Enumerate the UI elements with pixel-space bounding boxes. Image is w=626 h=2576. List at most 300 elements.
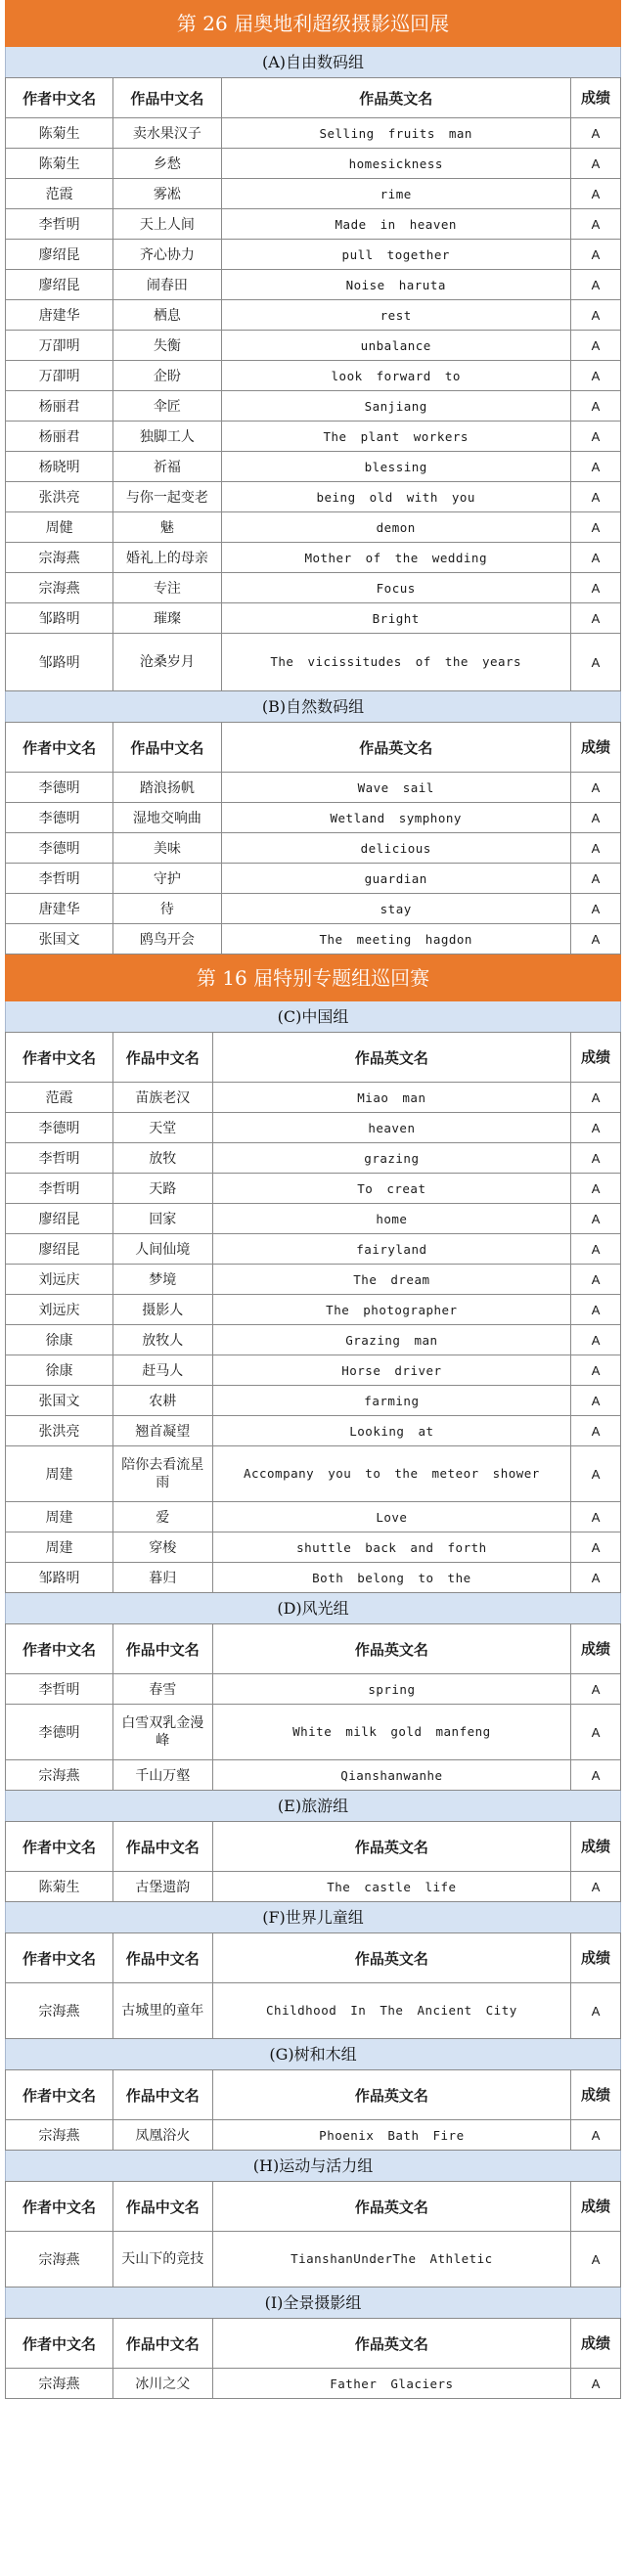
work-cn-cell: 摄影人 — [112, 1295, 212, 1325]
author-cell: 周建 — [6, 1532, 113, 1563]
table-row — [6, 331, 621, 361]
work-cn-cell: 企盼 — [113, 361, 221, 391]
results-table — [5, 1623, 621, 1791]
table-row — [6, 573, 621, 603]
result-cell: A — [570, 634, 620, 691]
work-en-cell: The meeting hagdon — [221, 924, 570, 955]
author-cell: 张国文 — [6, 1386, 113, 1416]
work-cn-cell: 古城里的童年 — [112, 1983, 212, 2039]
author-cell: 廖绍昆 — [6, 270, 113, 300]
result-cell: A — [571, 1174, 621, 1204]
group-title: (B)自然数码组 — [5, 691, 621, 722]
results-table — [5, 77, 621, 691]
author-cell: 李哲明 — [6, 1143, 113, 1174]
result-cell: A — [571, 1416, 621, 1446]
work-cn-cell: 古堡遗韵 — [112, 1872, 212, 1902]
author-cell: 宗海燕 — [6, 543, 113, 573]
result-cell: A — [571, 1532, 621, 1563]
group-title: (A)自由数码组 — [5, 47, 621, 77]
result-cell: A — [570, 422, 620, 452]
author-cell: 刘远庆 — [6, 1295, 113, 1325]
table-row — [6, 118, 621, 149]
author-cell: 杨晓明 — [6, 452, 113, 482]
table-row — [6, 1502, 621, 1532]
header-row — [6, 1624, 621, 1674]
author-cell: 廖绍昆 — [6, 1204, 113, 1234]
work-cn-cell: 守护 — [113, 864, 221, 894]
work-en-cell: blessing — [221, 452, 570, 482]
work-en-cell: Accompany you to the meteor shower — [212, 1446, 570, 1502]
result-header: 成绩 — [571, 2070, 621, 2120]
work-cn-cell: 梦境 — [112, 1265, 212, 1295]
work-cn-cell: 回家 — [112, 1204, 212, 1234]
author-cell: 徐康 — [6, 1325, 113, 1355]
table-row — [6, 422, 621, 452]
work-cn-cell: 祈福 — [113, 452, 221, 482]
result-cell: A — [571, 1355, 621, 1386]
table-row — [6, 1083, 621, 1113]
table-row — [6, 270, 621, 300]
work-en-cell: grazing — [212, 1143, 570, 1174]
result-cell: A — [570, 482, 620, 512]
work-en-cell: Childhood In The Ancient City — [212, 1983, 570, 2039]
result-cell: A — [570, 209, 620, 240]
author-header: 作者中文名 — [6, 1033, 113, 1083]
table-row — [6, 1532, 621, 1563]
header-row — [6, 723, 621, 773]
work-cn-cell: 湿地交响曲 — [113, 803, 221, 833]
result-cell: A — [570, 833, 620, 864]
result-cell: A — [570, 543, 620, 573]
author-cell: 刘远庆 — [6, 1265, 113, 1295]
table-row — [6, 1204, 621, 1234]
table-row — [6, 1983, 621, 2039]
work-en-cell: TianshanUnderThe Athletic — [212, 2232, 570, 2287]
result-cell: A — [570, 573, 620, 603]
work-cn-header: 作品中文名 — [112, 2070, 212, 2120]
author-cell: 唐建华 — [6, 894, 113, 924]
work-en-header: 作品英文名 — [212, 2182, 570, 2232]
result-cell: A — [571, 1265, 621, 1295]
author-cell: 陈菊生 — [6, 149, 113, 179]
table-row — [6, 2232, 621, 2287]
result-cell: A — [571, 1234, 621, 1265]
work-en-cell: Father Glaciers — [212, 2369, 570, 2399]
table-row — [6, 2120, 621, 2151]
group-title: (E)旅游组 — [5, 1791, 621, 1821]
header-row — [6, 1033, 621, 1083]
result-cell: A — [571, 1674, 621, 1705]
work-cn-cell: 凤凰浴火 — [112, 2120, 212, 2151]
result-cell: A — [571, 1143, 621, 1174]
work-en-cell: The castle life — [212, 1872, 570, 1902]
work-en-cell: The plant workers — [221, 422, 570, 452]
author-cell: 宗海燕 — [6, 2120, 113, 2151]
work-en-cell: pull together — [221, 240, 570, 270]
exhibition-title: 第 26 届奥地利超级摄影巡回展 — [5, 0, 621, 47]
work-cn-cell: 伞匠 — [113, 391, 221, 422]
result-cell: A — [571, 2369, 621, 2399]
table-row — [6, 452, 621, 482]
table-row — [6, 833, 621, 864]
author-cell: 宗海燕 — [6, 2369, 113, 2399]
table-row — [6, 1174, 621, 1204]
work-cn-cell: 闹春田 — [113, 270, 221, 300]
work-cn-cell: 爱 — [112, 1502, 212, 1532]
work-cn-cell: 与你一起变老 — [113, 482, 221, 512]
table-row — [6, 924, 621, 955]
result-cell: A — [571, 1386, 621, 1416]
work-en-cell: unbalance — [221, 331, 570, 361]
author-cell: 李德明 — [6, 1705, 113, 1760]
work-en-cell: fairyland — [212, 1234, 570, 1265]
author-cell: 李德明 — [6, 833, 113, 864]
work-en-cell: Qianshanwanhe — [212, 1760, 570, 1791]
table-row — [6, 1872, 621, 1902]
work-en-cell: Grazing man — [212, 1325, 570, 1355]
work-cn-cell: 卖水果汉子 — [113, 118, 221, 149]
result-cell: A — [571, 1760, 621, 1791]
result-cell: A — [570, 603, 620, 634]
work-en-header: 作品英文名 — [212, 1822, 570, 1872]
results-table — [5, 1821, 621, 1902]
result-cell: A — [570, 240, 620, 270]
author-cell: 邹路明 — [6, 1563, 113, 1593]
work-cn-header: 作品中文名 — [112, 2182, 212, 2232]
work-en-header: 作品英文名 — [212, 1933, 570, 1983]
work-cn-cell: 千山万壑 — [112, 1760, 212, 1791]
result-cell: A — [570, 452, 620, 482]
work-cn-cell: 天上人间 — [113, 209, 221, 240]
work-cn-cell: 暮归 — [112, 1563, 212, 1593]
work-en-cell: Horse driver — [212, 1355, 570, 1386]
work-cn-cell: 专注 — [113, 573, 221, 603]
table-row — [6, 1416, 621, 1446]
results-table — [5, 2181, 621, 2287]
author-cell: 张洪亮 — [6, 1416, 113, 1446]
work-cn-header: 作品中文名 — [112, 1033, 212, 1083]
table-row — [6, 894, 621, 924]
work-en-cell: stay — [221, 894, 570, 924]
table-row — [6, 149, 621, 179]
result-cell: A — [571, 1872, 621, 1902]
result-cell: A — [570, 803, 620, 833]
author-cell: 陈菊生 — [6, 1872, 113, 1902]
author-header: 作者中文名 — [6, 1933, 113, 1983]
work-en-cell: Looking at — [212, 1416, 570, 1446]
result-cell: A — [570, 773, 620, 803]
author-header: 作者中文名 — [6, 1624, 113, 1674]
header-row — [6, 2070, 621, 2120]
work-en-cell: delicious — [221, 833, 570, 864]
author-cell: 范霞 — [6, 179, 113, 209]
work-en-cell: Bright — [221, 603, 570, 634]
author-cell: 李德明 — [6, 1113, 113, 1143]
table-row — [6, 361, 621, 391]
author-cell: 唐建华 — [6, 300, 113, 331]
author-cell: 万卲明 — [6, 331, 113, 361]
author-cell: 宗海燕 — [6, 573, 113, 603]
group-title: (C)中国组 — [5, 1001, 621, 1032]
table-row — [6, 179, 621, 209]
work-cn-cell: 翘首凝望 — [112, 1416, 212, 1446]
author-cell: 周建 — [6, 1502, 113, 1532]
result-cell: A — [570, 924, 620, 955]
result-cell: A — [570, 391, 620, 422]
author-cell: 廖绍昆 — [6, 240, 113, 270]
group-title: (G)树和木组 — [5, 2039, 621, 2069]
work-en-cell: heaven — [212, 1113, 570, 1143]
results-table — [5, 2069, 621, 2151]
author-cell: 邹路明 — [6, 603, 113, 634]
result-cell: A — [570, 864, 620, 894]
author-header: 作者中文名 — [6, 2070, 113, 2120]
work-en-header: 作品英文名 — [221, 78, 570, 118]
work-cn-cell: 齐心协力 — [113, 240, 221, 270]
result-cell: A — [571, 1113, 621, 1143]
work-en-cell: Phoenix Bath Fire — [212, 2120, 570, 2151]
work-cn-cell: 春雪 — [112, 1674, 212, 1705]
author-cell: 李哲明 — [6, 1174, 113, 1204]
work-en-cell: Miao man — [212, 1083, 570, 1113]
table-row — [6, 1355, 621, 1386]
table-row — [6, 1563, 621, 1593]
author-cell: 宗海燕 — [6, 2232, 113, 2287]
work-en-header: 作品英文名 — [221, 723, 570, 773]
author-cell: 张洪亮 — [6, 482, 113, 512]
author-cell: 宗海燕 — [6, 1760, 113, 1791]
work-cn-cell: 踏浪扬帆 — [113, 773, 221, 803]
result-header: 成绩 — [571, 1822, 621, 1872]
author-cell: 李哲明 — [6, 209, 113, 240]
work-en-cell: rime — [221, 179, 570, 209]
work-cn-cell: 苗族老汉 — [112, 1083, 212, 1113]
author-cell: 邹路明 — [6, 634, 113, 691]
work-en-cell: The photographer — [212, 1295, 570, 1325]
work-cn-header: 作品中文名 — [113, 723, 221, 773]
result-cell: A — [571, 1204, 621, 1234]
result-header: 成绩 — [571, 1933, 621, 1983]
table-row — [6, 1386, 621, 1416]
result-header: 成绩 — [570, 78, 620, 118]
table-row — [6, 1705, 621, 1760]
work-cn-cell: 失衡 — [113, 331, 221, 361]
work-en-header: 作品英文名 — [212, 2070, 570, 2120]
work-cn-header: 作品中文名 — [112, 2319, 212, 2369]
work-en-cell: look forward to — [221, 361, 570, 391]
work-cn-cell: 乡愁 — [113, 149, 221, 179]
author-header: 作者中文名 — [6, 78, 113, 118]
table-row — [6, 864, 621, 894]
author-cell: 万卲明 — [6, 361, 113, 391]
work-cn-cell: 农耕 — [112, 1386, 212, 1416]
result-cell: A — [570, 361, 620, 391]
author-cell: 张国文 — [6, 924, 113, 955]
table-row — [6, 1446, 621, 1502]
work-en-cell: Focus — [221, 573, 570, 603]
work-en-cell: To creat — [212, 1174, 570, 1204]
author-cell: 李德明 — [6, 773, 113, 803]
work-en-cell: Wetland symphony — [221, 803, 570, 833]
work-cn-cell: 天堂 — [112, 1113, 212, 1143]
work-cn-header: 作品中文名 — [112, 1624, 212, 1674]
work-cn-cell: 天路 — [112, 1174, 212, 1204]
author-cell: 周建 — [6, 1446, 113, 1502]
table-row — [6, 1325, 621, 1355]
work-en-cell: farming — [212, 1386, 570, 1416]
result-cell: A — [571, 1502, 621, 1532]
work-cn-cell: 冰川之父 — [112, 2369, 212, 2399]
work-en-cell: Noise haruta — [221, 270, 570, 300]
result-cell: A — [571, 1295, 621, 1325]
author-header: 作者中文名 — [6, 723, 113, 773]
result-header: 成绩 — [570, 723, 620, 773]
work-cn-header: 作品中文名 — [113, 78, 221, 118]
work-cn-header: 作品中文名 — [112, 1822, 212, 1872]
table-row — [6, 240, 621, 270]
work-cn-cell: 璀璨 — [113, 603, 221, 634]
work-en-cell: demon — [221, 512, 570, 543]
work-cn-cell: 美味 — [113, 833, 221, 864]
table-row — [6, 603, 621, 634]
result-cell: A — [570, 149, 620, 179]
group-title: (H)运动与活力组 — [5, 2151, 621, 2181]
work-cn-cell: 待 — [113, 894, 221, 924]
work-en-cell: Made in heaven — [221, 209, 570, 240]
table-row — [6, 1295, 621, 1325]
result-cell: A — [570, 270, 620, 300]
result-cell: A — [570, 512, 620, 543]
result-header: 成绩 — [571, 2319, 621, 2369]
author-cell: 杨丽君 — [6, 391, 113, 422]
author-header: 作者中文名 — [6, 1822, 113, 1872]
header-row — [6, 2182, 621, 2232]
work-en-header: 作品英文名 — [212, 1624, 570, 1674]
table-row — [6, 1674, 621, 1705]
group-title: (F)世界儿童组 — [5, 1902, 621, 1932]
work-en-cell: The dream — [212, 1265, 570, 1295]
author-cell: 范霞 — [6, 1083, 113, 1113]
author-cell: 李哲明 — [6, 864, 113, 894]
work-cn-cell: 魅 — [113, 512, 221, 543]
author-cell: 宗海燕 — [6, 1983, 113, 2039]
result-cell: A — [571, 1705, 621, 1760]
result-header: 成绩 — [571, 1033, 621, 1083]
work-cn-cell: 人间仙境 — [112, 1234, 212, 1265]
author-cell: 廖绍昆 — [6, 1234, 113, 1265]
table-row — [6, 803, 621, 833]
header-row — [6, 2319, 621, 2369]
author-cell: 李德明 — [6, 803, 113, 833]
work-cn-header: 作品中文名 — [112, 1933, 212, 1983]
table-row — [6, 512, 621, 543]
work-en-header: 作品英文名 — [212, 2319, 570, 2369]
work-en-cell: Love — [212, 1502, 570, 1532]
table-row — [6, 391, 621, 422]
table-row — [6, 482, 621, 512]
result-header: 成绩 — [571, 1624, 621, 1674]
result-cell: A — [570, 331, 620, 361]
table-row — [6, 543, 621, 573]
work-cn-cell: 雾凇 — [113, 179, 221, 209]
results-table — [5, 722, 621, 955]
table-row — [6, 1113, 621, 1143]
work-en-cell: Both belong to the — [212, 1563, 570, 1593]
results-document — [5, 0, 621, 2399]
group-title: (I)全景摄影组 — [5, 2287, 621, 2318]
group-title: (D)风光组 — [5, 1593, 621, 1623]
work-cn-cell: 陪你去看流星雨 — [112, 1446, 212, 1502]
work-cn-cell: 天山下的竞技 — [112, 2232, 212, 2287]
table-row — [6, 2369, 621, 2399]
results-table — [5, 1932, 621, 2039]
table-row — [6, 1234, 621, 1265]
author-cell: 周健 — [6, 512, 113, 543]
table-row — [6, 634, 621, 691]
work-en-cell: Sanjiang — [221, 391, 570, 422]
header-row — [6, 78, 621, 118]
result-cell: A — [570, 118, 620, 149]
work-cn-cell: 栖息 — [113, 300, 221, 331]
result-cell: A — [571, 1325, 621, 1355]
result-cell: A — [571, 1983, 621, 2039]
work-en-cell: Mother of the wedding — [221, 543, 570, 573]
work-en-cell: being old with you — [221, 482, 570, 512]
work-en-header: 作品英文名 — [212, 1033, 570, 1083]
work-en-cell: guardian — [221, 864, 570, 894]
result-header: 成绩 — [571, 2182, 621, 2232]
result-cell: A — [570, 300, 620, 331]
work-cn-cell: 鸥鸟开会 — [113, 924, 221, 955]
results-table — [5, 2318, 621, 2399]
exhibition-title: 第 16 届特别专题组巡回赛 — [5, 955, 621, 1001]
table-row — [6, 209, 621, 240]
work-en-cell: home — [212, 1204, 570, 1234]
author-cell: 徐康 — [6, 1355, 113, 1386]
result-cell: A — [570, 894, 620, 924]
table-row — [6, 300, 621, 331]
author-cell: 陈菊生 — [6, 118, 113, 149]
work-en-cell: shuttle back and forth — [212, 1532, 570, 1563]
result-cell: A — [571, 1563, 621, 1593]
table-row — [6, 1760, 621, 1791]
work-cn-cell: 白雪双乳金漫峰 — [112, 1705, 212, 1760]
work-en-cell: Wave sail — [221, 773, 570, 803]
header-row — [6, 1822, 621, 1872]
table-row — [6, 1265, 621, 1295]
result-cell: A — [571, 1083, 621, 1113]
author-cell: 杨丽君 — [6, 422, 113, 452]
result-cell: A — [570, 179, 620, 209]
work-en-cell: homesickness — [221, 149, 570, 179]
header-row — [6, 1933, 621, 1983]
results-table — [5, 1032, 621, 1593]
work-cn-cell: 放牧 — [112, 1143, 212, 1174]
author-cell: 李哲明 — [6, 1674, 113, 1705]
work-en-cell: rest — [221, 300, 570, 331]
author-header: 作者中文名 — [6, 2319, 113, 2369]
work-cn-cell: 放牧人 — [112, 1325, 212, 1355]
result-cell: A — [571, 1446, 621, 1502]
result-cell: A — [571, 2232, 621, 2287]
work-cn-cell: 婚礼上的母亲 — [113, 543, 221, 573]
table-row — [6, 1143, 621, 1174]
work-en-cell: spring — [212, 1674, 570, 1705]
author-header: 作者中文名 — [6, 2182, 113, 2232]
work-cn-cell: 赶马人 — [112, 1355, 212, 1386]
work-en-cell: Selling fruits man — [221, 118, 570, 149]
work-cn-cell: 穿梭 — [112, 1532, 212, 1563]
